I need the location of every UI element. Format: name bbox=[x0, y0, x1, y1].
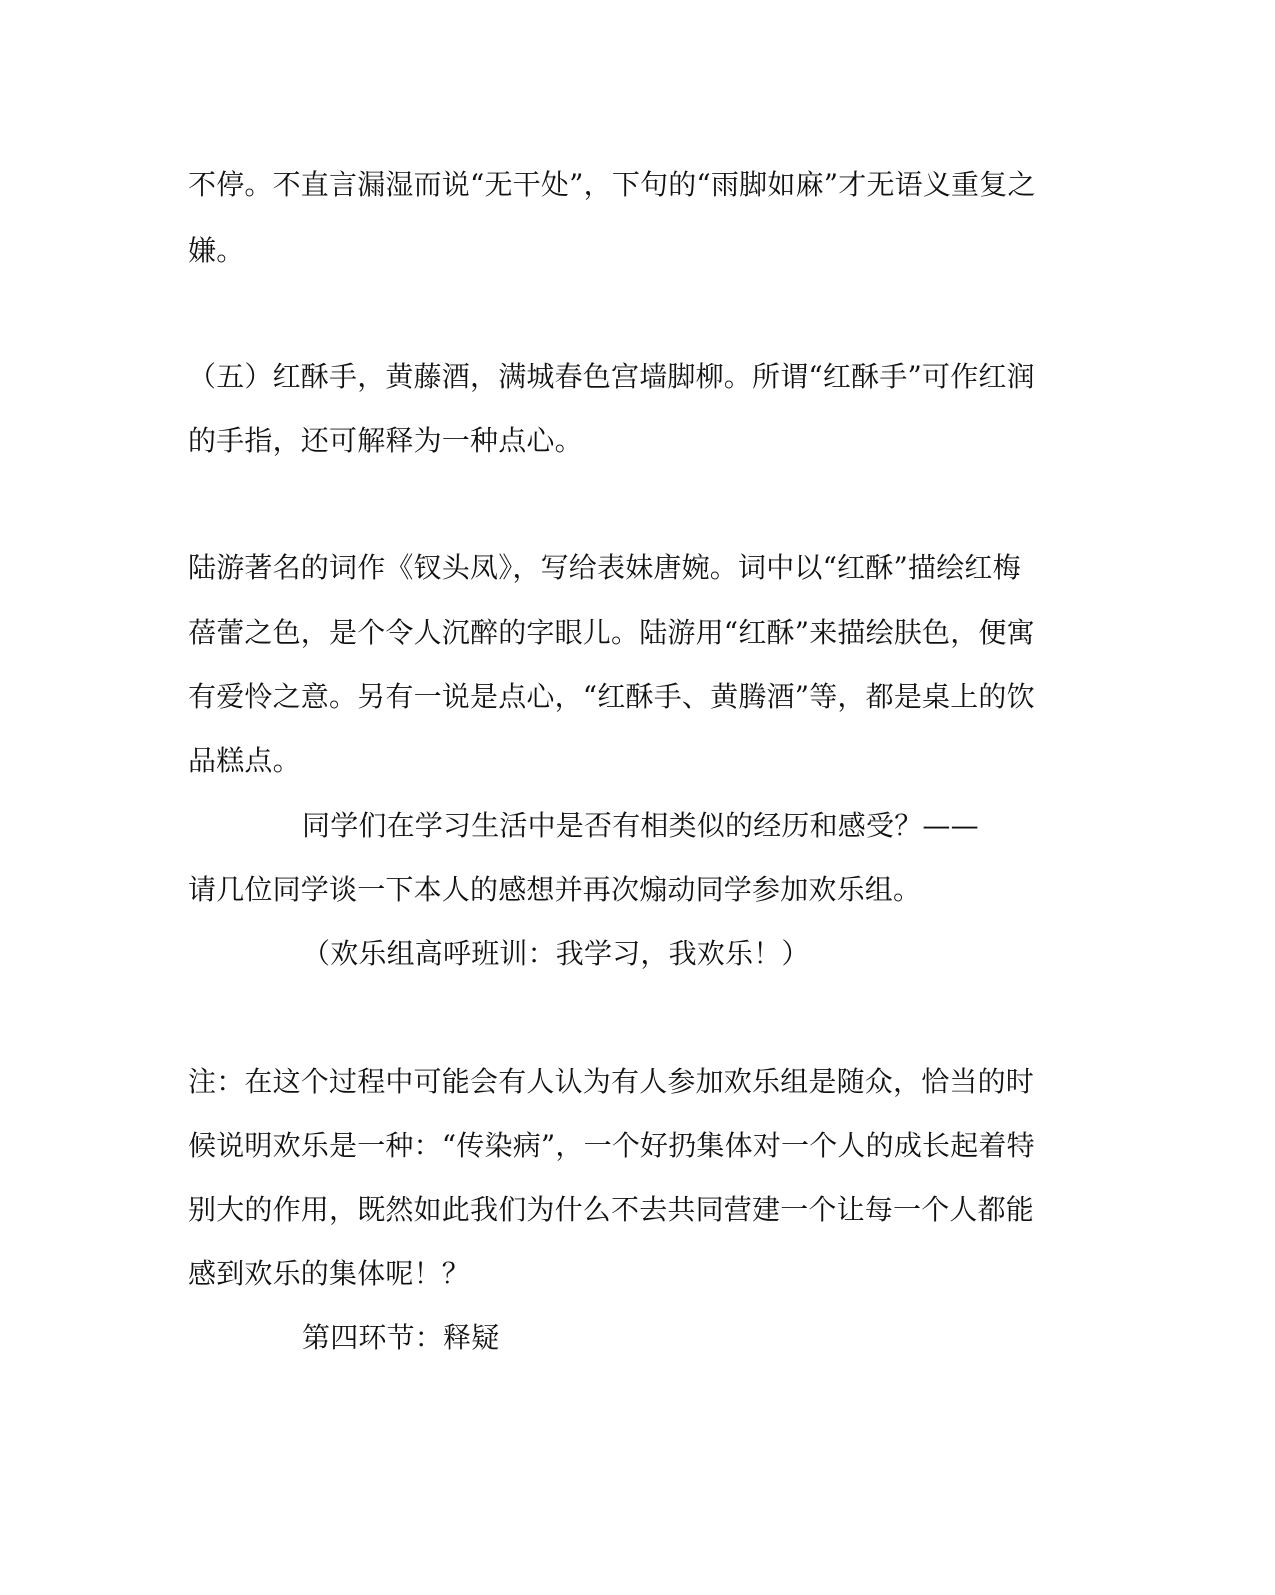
paragraph-line: 品糕点。 bbox=[188, 744, 301, 777]
section-heading: 第四环节：释疑 bbox=[302, 1321, 500, 1354]
paragraph-line: 陆游著名的词作《钗头凤》，写给表妹唐婉。词中以“红酥”描绘红梅 bbox=[188, 551, 1021, 584]
paragraph-line: 候说明欢乐是一种：“传染病”，一个好扔集体对一个人的成长起着特 bbox=[188, 1129, 1035, 1162]
paragraph-line: 的手指，还可解释为一种点心。 bbox=[188, 424, 583, 457]
paragraph-line: 请几位同学谈一下本人的感想并再次煽动同学参加欢乐组。 bbox=[188, 873, 922, 906]
paragraph-line: 感到欢乐的集体呢！？ bbox=[188, 1257, 471, 1290]
paragraph-line: 有爱怜之意。另有一说是点心，“红酥手、黄腾酒”等，都是桌上的饮 bbox=[188, 680, 1035, 713]
paragraph-line: 嫌。 bbox=[188, 234, 245, 267]
paragraph-line: 同学们在学习生活中是否有相类似的经历和感受？—— bbox=[302, 809, 979, 842]
paragraph-line: （欢乐组高呼班训：我学习，我欢乐！） bbox=[302, 937, 810, 970]
paragraph-line: 蓓蕾之色，是个令人沉醉的字眼儿。陆游用“红酥”来描绘肤色，便寓 bbox=[188, 616, 1035, 649]
paragraph-line: 注：在这个过程中可能会有人认为有人参加欢乐组是随众，恰当的时 bbox=[188, 1065, 1035, 1098]
paragraph-line: 别大的作用，既然如此我们为什么不去共同营建一个让每一个人都能 bbox=[188, 1193, 1035, 1226]
paragraph-line: 不停。不直言漏湿而说“无干处”，下句的“雨脚如麻”才无语义重复之 bbox=[188, 168, 1036, 201]
paragraph-line: （五）红酥手，黄藤酒，满城春色宫墙脚柳。所谓“红酥手”可作红润 bbox=[188, 360, 1035, 393]
